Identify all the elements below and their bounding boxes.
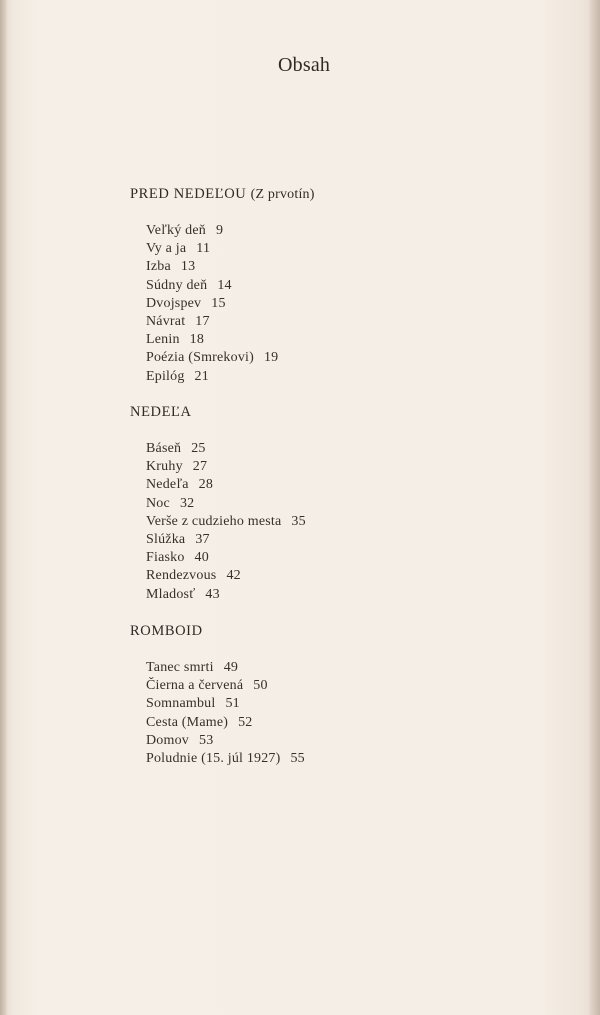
toc-entry (146, 677, 305, 695)
toc-entry (146, 331, 278, 349)
entry-title: Veľký deň (146, 223, 206, 238)
toc-list-pred-nedelou (146, 222, 278, 386)
entry-page: 9 (215, 223, 224, 238)
toc-list-nedela (146, 440, 306, 604)
entry-page: 18 (189, 332, 205, 348)
entry-page: 15 (211, 295, 226, 311)
entry-page: 32 (179, 495, 195, 511)
toc-entry (146, 258, 278, 276)
entry-title: Cesta (Mame) (146, 714, 229, 730)
entry-title: Fiasko (146, 550, 185, 566)
entry-title: Tanec smrti (146, 660, 214, 675)
entry-title: Verše z cudzieho mesta (146, 513, 282, 529)
entry-page: 21 (194, 368, 209, 384)
toc-entry (146, 476, 306, 494)
entry-page: 43 (205, 586, 220, 602)
entry-page: 42 (226, 568, 241, 584)
entry-page: 51 (225, 696, 240, 712)
toc-list-romboid (146, 659, 305, 768)
toc-entry (146, 277, 278, 295)
entry-page: 17 (195, 313, 210, 329)
entry-page: 19 (263, 350, 279, 366)
toc-entry (146, 313, 278, 331)
entry-page: 27 (192, 459, 208, 475)
entry-page: 14 (217, 277, 232, 293)
entry-page: 11 (196, 241, 211, 257)
entry-title: Somnambul (146, 696, 216, 712)
entry-title: Báseň (146, 441, 182, 456)
toc-entry (146, 240, 278, 258)
toc-entry (146, 695, 305, 713)
toc-entry (146, 750, 305, 768)
entry-title: Kruhy (146, 459, 183, 475)
page-binding-edge (0, 0, 8, 1015)
entry-page: 52 (238, 714, 253, 730)
toc-entry (146, 458, 306, 476)
toc-entry (146, 549, 306, 567)
entry-page: 49 (223, 660, 239, 675)
toc-entry (146, 659, 305, 677)
toc-entry (146, 222, 278, 240)
entry-title: Čierna a červená (146, 678, 244, 694)
entry-page: 53 (199, 732, 214, 748)
toc-entry (146, 495, 306, 513)
toc-entry (146, 295, 278, 313)
toc-entry (146, 368, 278, 386)
toc-entry (146, 586, 306, 604)
toc-entry (146, 349, 278, 367)
entry-page: 37 (195, 531, 210, 547)
entry-page: 55 (290, 750, 305, 766)
entry-title: Rendezvous (146, 568, 217, 584)
entry-title: Mladosť (146, 586, 196, 602)
toc-entry (146, 567, 306, 585)
entry-title: Lenin (146, 332, 180, 348)
entry-title: Domov (146, 732, 189, 748)
entry-title: Vy a ja (146, 241, 187, 257)
entry-title: Slúžka (146, 531, 186, 547)
entry-page: 50 (253, 678, 268, 694)
section-heading: ROMBOID (130, 623, 203, 639)
section-title-nedela (130, 404, 192, 421)
section-heading: NEDEĽA (130, 404, 192, 420)
page-title: Obsah (278, 54, 331, 76)
section-title-pred-nedelou (130, 186, 315, 203)
section-subtitle: (Z prvotín) (250, 187, 315, 202)
entry-page: 35 (291, 513, 306, 529)
entry-title: Izba (146, 259, 171, 275)
toc-entry (146, 732, 305, 750)
section-heading: PRED NEDEĽOU (130, 186, 247, 202)
entry-page: 40 (194, 550, 209, 566)
toc-entry (146, 513, 306, 531)
entry-page: 25 (191, 441, 206, 456)
page-right-edge (588, 0, 600, 1015)
entry-title: Epilóg (146, 368, 185, 384)
entry-title: Noc (146, 495, 170, 511)
entry-title: Návrat (146, 313, 186, 329)
section-title-romboid (130, 623, 203, 640)
entry-title: Súdny deň (146, 277, 208, 293)
entry-page: 28 (198, 477, 214, 493)
entry-page: 13 (180, 259, 196, 275)
toc-entry (146, 714, 305, 732)
toc-entry (146, 531, 306, 549)
entry-title: Poludnie (15. júl 1927) (146, 750, 281, 766)
toc-entry (146, 440, 306, 458)
entry-title: Dvojspev (146, 295, 202, 311)
entry-title: Nedeľa (146, 477, 189, 493)
entry-title: Poézia (Smrekovi) (146, 350, 254, 366)
